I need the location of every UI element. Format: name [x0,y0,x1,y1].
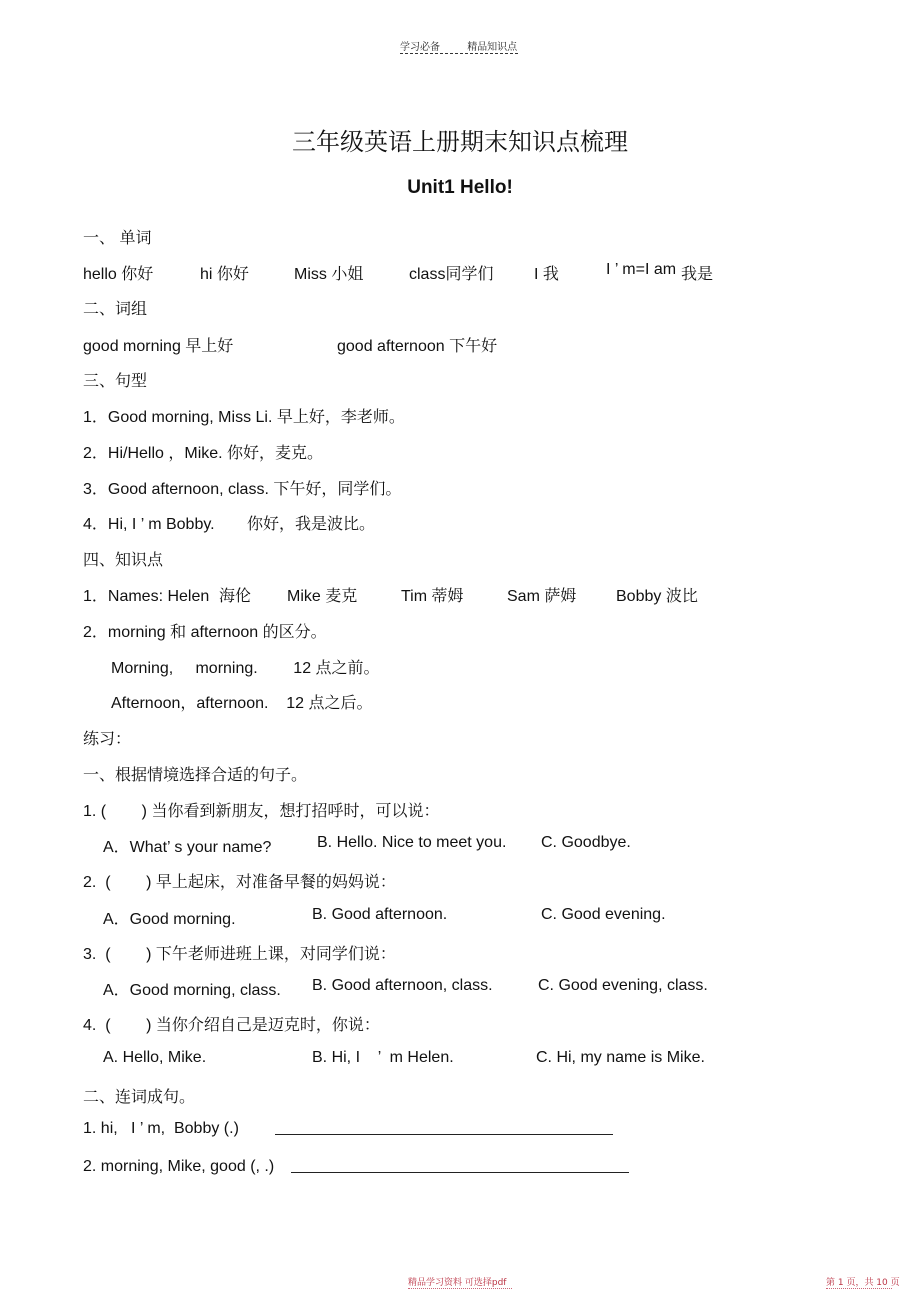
option: A. Hello, Mike. [103,1049,207,1066]
sec3-heading: 三、句型 [83,373,148,390]
sec2-heading: 二、词组 [83,301,148,318]
sentence-task [83,1158,643,1180]
unit-title: Unit1 Hello! [407,177,513,198]
sentence-en: 4．Hi, I ’ m Bobby. [83,516,215,533]
header-divider [400,53,518,54]
option: A．What’ s your name? [103,839,272,856]
sentence-task [83,1120,643,1142]
sentence-item: 2．Hi/Hello ，Mike. 你好，麦克。 [83,445,324,462]
word-item: class同学们 [409,266,494,283]
option: C. Good evening. [541,906,666,923]
practice-part2: 二、连词成句。 [83,1089,196,1106]
option: B. Good afternoon, class. [312,977,493,994]
word-item: hi 你好 [200,266,249,283]
name-item: Bobby 波比 [616,588,698,605]
option: A．Good morning, class. [103,982,281,999]
practice-part1: 一、根据情境选择合适的句子。 [83,767,308,784]
options-row [103,834,803,854]
names-label: 1．Names: Helen [83,588,210,605]
sentence-item: 3．Good afternoon, class. 下午好，同学们。 [83,481,402,498]
sec1-heading: 一、 单词 [83,230,152,247]
question: 2. ( ) 早上起床，对准备早餐的妈妈说： [83,874,396,891]
page-number: 第 1 页，共 10 页 [826,1278,900,1288]
sentence-cn: 你好，我是波比。 [247,516,376,533]
scrambled-words: 1. hi, I ’ m, Bobby (.) [83,1120,239,1137]
question: 1. ( ) 当你看到新朋友，想打招呼时，可以说： [83,803,440,820]
sentence-item: 1．Good morning, Miss Li. 早上好，李老师。 [83,409,405,426]
morning-rule: Morning, morning. 12 点之前。 [111,660,380,677]
option: B. Good afternoon. [312,906,448,923]
header-left: 学习必备 [400,42,440,53]
name-item: Tim 蒂姆 [401,588,464,605]
page-header [400,38,541,53]
practice-heading: 练习： [83,731,132,748]
name-item: Mike 麦克 [287,588,358,605]
sentence-item [83,511,483,531]
word-item: 我是 [681,266,714,283]
option: B. Hello. Nice to meet you. [317,834,507,851]
option: C. Goodbye. [541,834,631,851]
footer-dots [408,1288,512,1289]
option: A．Good morning. [103,911,236,928]
footer-dots [826,1288,892,1289]
word-list [83,261,783,281]
phrase-item: good morning 早上好 [83,338,234,355]
name-item: Sam 萨姆 [507,588,577,605]
phrase-list [83,333,683,353]
footer-left: 精品学习资料 可选择pdf [408,1278,507,1288]
knowledge-item: 2．morning 和 afternoon 的区分。 [83,624,327,641]
scrambled-words: 2. morning, Mike, good (, .) [83,1158,275,1175]
header-right: 精品知识点 [467,42,518,53]
option: C. Hi, my name is Mike. [536,1049,705,1066]
phrase-item: good afternoon 下午好 [337,338,498,355]
afternoon-rule: Afternoon，afternoon. 12 点之后。 [111,695,373,712]
sec4-heading: 四、知识点 [83,552,164,569]
options-row [103,906,803,926]
page-title: 三年级英语上册期末知识点梳理 [292,128,628,156]
options-row [103,1049,803,1069]
answer-line[interactable] [275,1120,613,1140]
options-row [103,977,803,997]
word-item: I ’ m=I am [606,261,677,278]
word-item: I 我 [534,266,559,283]
answer-line[interactable] [291,1158,629,1178]
names-list [83,583,783,603]
option: B. Hi, I ’ m Helen. [312,1049,454,1066]
name-item: 海伦 [219,588,252,605]
word-item: Miss 小姐 [294,266,364,283]
question: 3. ( ) 下午老师进班上课，对同学们说： [83,946,396,963]
question: 4. ( ) 当你介绍自己是迈克时，你说： [83,1017,380,1034]
option: C. Good evening, class. [538,977,708,994]
word-item: hello 你好 [83,266,154,283]
